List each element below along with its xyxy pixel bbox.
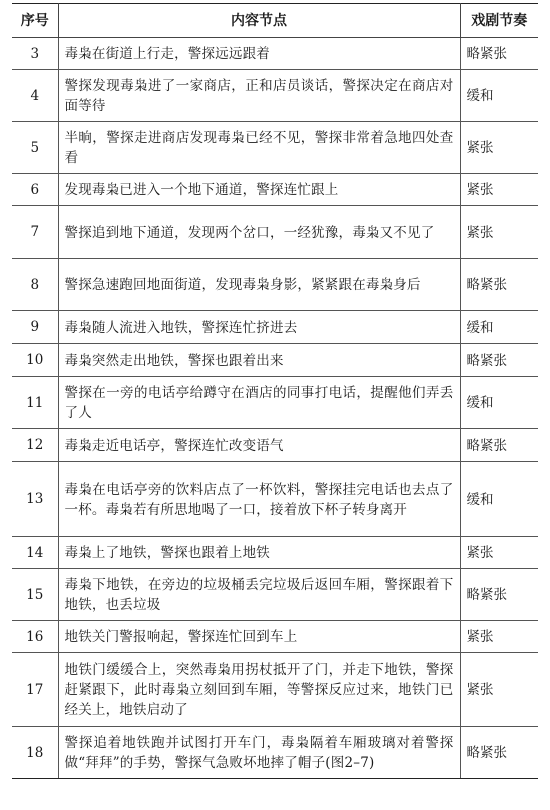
row-no: 9 [12, 311, 58, 344]
table-row [12, 70, 538, 122]
row-content: 警探急速跑回地面街道，发现毒枭身影，紧紧跟在毒枭身后 [58, 259, 460, 311]
row-rhythm: 略紧张 [460, 344, 538, 377]
table-row [12, 429, 538, 462]
table-row [12, 727, 538, 779]
row-rhythm: 略紧张 [460, 38, 538, 70]
row-rhythm: 缓和 [460, 377, 538, 429]
row-content: 警探追着地铁跑并试图打开车门，毒枭隔着车厢玻璃对着警探做“拜拜”的手势，警探气急败坏地摔了帽子(图2–7) [58, 727, 460, 779]
row-no: 8 [12, 259, 58, 311]
row-no: 11 [12, 377, 58, 429]
row-content: 毒枭突然走出地铁，警探也跟着出来 [58, 344, 460, 377]
story-rhythm-table [12, 3, 538, 779]
header-rhythm: 戏剧节奏 [460, 4, 538, 38]
row-content: 毒枭下地铁，在旁边的垃圾桶丢完垃圾后返回车厢，警探跟着下地铁，也丢垃圾 [58, 569, 460, 621]
row-rhythm: 缓和 [460, 70, 538, 122]
row-rhythm: 缓和 [460, 311, 538, 344]
row-content: 发现毒枭已进入一个地下通道，警探连忙跟上 [58, 174, 460, 206]
row-no: 6 [12, 174, 58, 206]
row-no: 13 [12, 462, 58, 537]
row-rhythm: 紧张 [460, 174, 538, 206]
row-no: 12 [12, 429, 58, 462]
table-row [12, 344, 538, 377]
row-rhythm: 略紧张 [460, 727, 538, 779]
header-content: 内容节点 [58, 4, 460, 38]
row-no: 7 [12, 206, 58, 259]
row-rhythm: 略紧张 [460, 569, 538, 621]
row-no: 10 [12, 344, 58, 377]
row-content: 毒枭在街道上行走，警探远远跟着 [58, 38, 460, 70]
header-no: 序号 [12, 4, 58, 38]
table-row [12, 569, 538, 621]
row-content: 警探追到地下通道，发现两个岔口，一经犹豫，毒枭又不见了 [58, 206, 460, 259]
table-row [12, 377, 538, 429]
row-no: 4 [12, 70, 58, 122]
row-rhythm: 略紧张 [460, 259, 538, 311]
row-no: 18 [12, 727, 58, 779]
row-content: 毒枭上了地铁，警探也跟着上地铁 [58, 537, 460, 569]
table-row [12, 311, 538, 344]
row-no: 16 [12, 621, 58, 653]
row-rhythm: 略紧张 [460, 429, 538, 462]
table-row [12, 462, 538, 537]
row-no: 14 [12, 537, 58, 569]
row-rhythm: 缓和 [460, 462, 538, 537]
table-row [12, 174, 538, 206]
row-content: 毒枭走近电话亭，警探连忙改变语气 [58, 429, 460, 462]
table-row [12, 621, 538, 653]
row-no: 15 [12, 569, 58, 621]
row-rhythm: 紧张 [460, 537, 538, 569]
row-no: 3 [12, 38, 58, 70]
table-row [12, 259, 538, 311]
table-row [12, 653, 538, 727]
row-content: 地铁关门警报响起，警探连忙回到车上 [58, 621, 460, 653]
row-rhythm: 紧张 [460, 621, 538, 653]
row-rhythm: 紧张 [460, 206, 538, 259]
table-row [12, 38, 538, 70]
row-content: 警探在一旁的电话亭给蹲守在酒店的同事打电话，提醒他们弄丢了人 [58, 377, 460, 429]
table-row [12, 122, 538, 174]
row-rhythm: 紧张 [460, 122, 538, 174]
row-no: 5 [12, 122, 58, 174]
table-header-row [12, 4, 538, 38]
row-content: 毒枭在电话亭旁的饮料店点了一杯饮料，警探挂完电话也去点了一杯。毒枭若有所思地喝了一口，接着放下杯子转身离开 [58, 462, 460, 537]
row-content: 毒枭随人流进入地铁，警探连忙挤进去 [58, 311, 460, 344]
table-row [12, 206, 538, 259]
row-rhythm: 紧张 [460, 653, 538, 727]
row-content: 警探发现毒枭进了一家商店，正和店员谈话，警探决定在商店对面等待 [58, 70, 460, 122]
row-no: 17 [12, 653, 58, 727]
row-content: 半晌，警探走进商店发现毒枭已经不见，警探非常着急地四处查看 [58, 122, 460, 174]
table-row [12, 537, 538, 569]
row-content: 地铁门缓缓合上，突然毒枭用拐杖抵开了门，并走下地铁，警探赶紧跟下，此时毒枭立刻回到车厢，等警探反应过来，地铁门已经关上，地铁启动了 [58, 653, 460, 727]
